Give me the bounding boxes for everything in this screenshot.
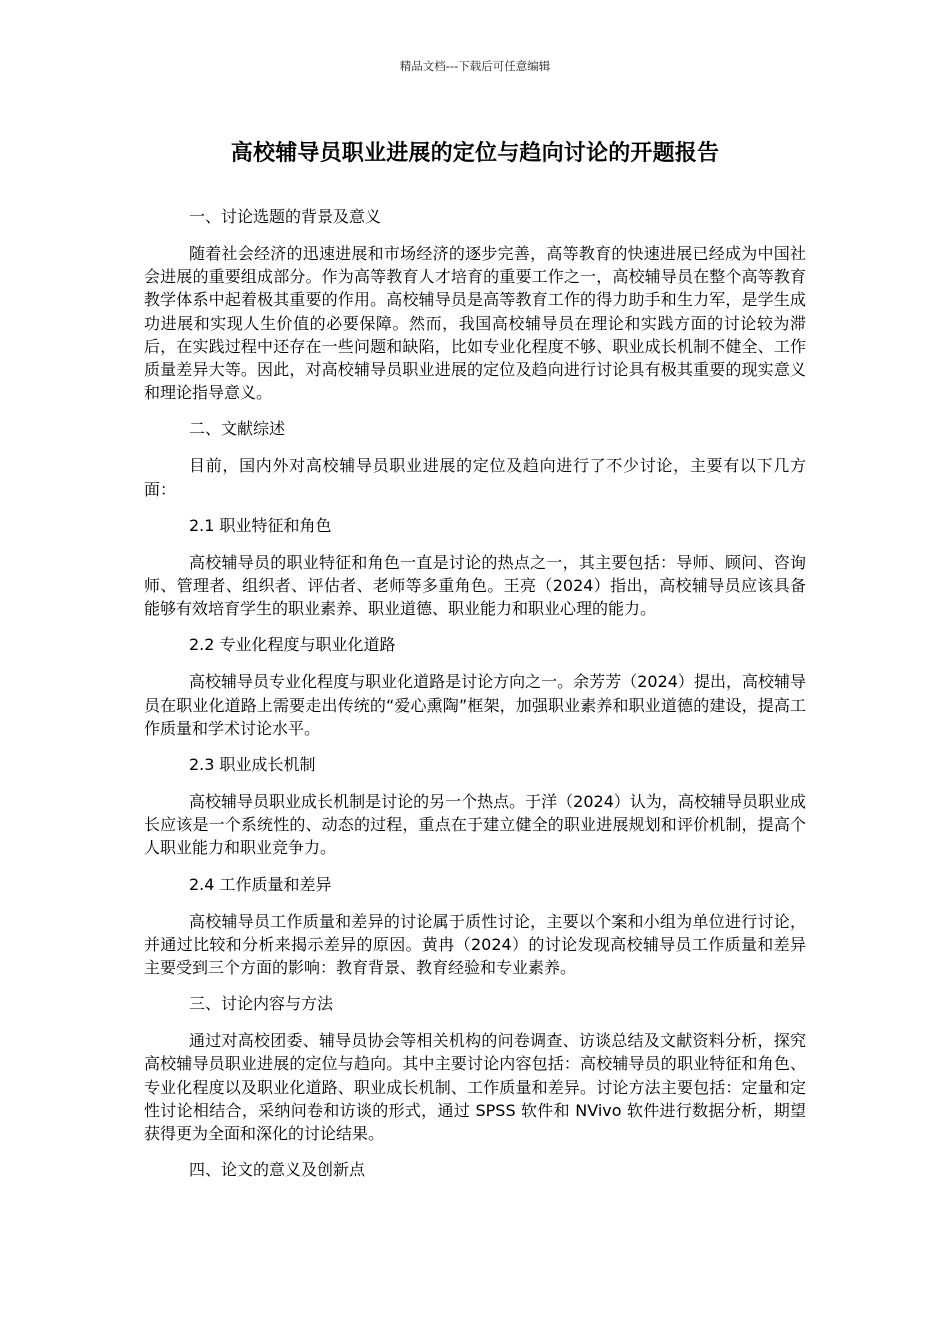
paragraph: 随着社会经济的迅速进展和市场经济的逐步完善，高等教育的快速进展已经成为中国社会进展的重要组成部分。作为高等教育人才培育的重要工作之一，高校辅导员在整个高等教育教学体系中起着极其重要的作用。高校辅导员是高等教育工作的得力助手和生力军，是学生成功进展和实现人生价值的必要保障。然而，我国高校辅导员在理论和实践方面的讨论较为滞后，在实践过程中还存在一些问题和缺陷，比如专业化程度不够、职业成长机制不健全、工作质量差异大等。因此，对高校辅导员职业进展的定位及趋向进行讨论具有极其重要的现实意义和理论指导意义。 (144, 244, 806, 403)
paragraph: 高校辅导员专业化程度与职业化道路是讨论方向之一。余芳芳（2024）提出，高校辅导员在职业化道路上需要走出传统的“爱心熏陶”框架，加强职业素养和职业道德的建设，提高工作质量和学术讨论水平。 (144, 672, 806, 738)
paragraph: 目前，国内外对高校辅导员职业进展的定位及趋向进行了不少讨论，主要有以下几方面： (144, 456, 806, 499)
subsection-heading: 2.3 职业成长机制 (189, 755, 316, 775)
document-title: 高校辅导员职业进展的定位与趋向讨论的开题报告 (230, 141, 720, 166)
paragraph: 高校辅导员的职业特征和角色一直是讨论的热点之一，其主要包括：导师、顾问、咨询师、管理者、组织者、评估者、老师等多重角色。王亮（2024）指出，高校辅导员应该具备能够有效培育学生的职业素养、职业道德、职业能力和职业心理的能力。 (144, 552, 806, 619)
section-heading: 四、论文的意义及创新点 (189, 1160, 366, 1180)
subsection-heading: 2.2 专业化程度与职业化道路 (189, 635, 396, 655)
paragraph: 通过对高校团委、辅导员协会等相关机构的问卷调查、访谈总结及文献资料分析，探究高校辅导员职业进展的定位与趋向。其中主要讨论内容包括：高校辅导员的职业特征和角色、专业化程度以及职业化道路、职业成长机制、工作质量和差异。讨论方法主要包括：定量和定性讨论相结合，采纳问卷和访谈的形式，通过 SPSS 软件和 NVivo 软件进行数据分析，期望获得更为全面和深化的讨论结果。 (144, 1031, 806, 1144)
subsection-heading: 2.1 职业特征和角色 (189, 515, 332, 535)
section-heading: 二、文献综述 (189, 419, 286, 439)
document-body (144, 205, 806, 1195)
subsection-heading: 2.4 工作质量和差异 (189, 874, 332, 894)
section-heading: 三、讨论内容与方法 (189, 994, 334, 1014)
section-heading: 一、讨论选题的背景及意义 (189, 207, 382, 226)
paragraph: 高校辅导员工作质量和差异的讨论属于质性讨论，主要以个案和小组为单位进行讨论，并通过比较和分析来揭示差异的原因。黄冉（2024）的讨论发现高校辅导员工作质量和差异主要受到三个方面的影响：教育背景、教育经验和专业素养。 (144, 911, 806, 978)
paragraph: 高校辅导员职业成长机制是讨论的另一个热点。于洋（2024）认为，高校辅导员职业成长应该是一个系统性的、动态的过程，重点在于建立健全的职业进展规划和评价机制，提高个人职业能力和职业竞争力。 (144, 792, 806, 858)
page-header: 精品文档---下载后可任意编辑 (399, 59, 551, 73)
